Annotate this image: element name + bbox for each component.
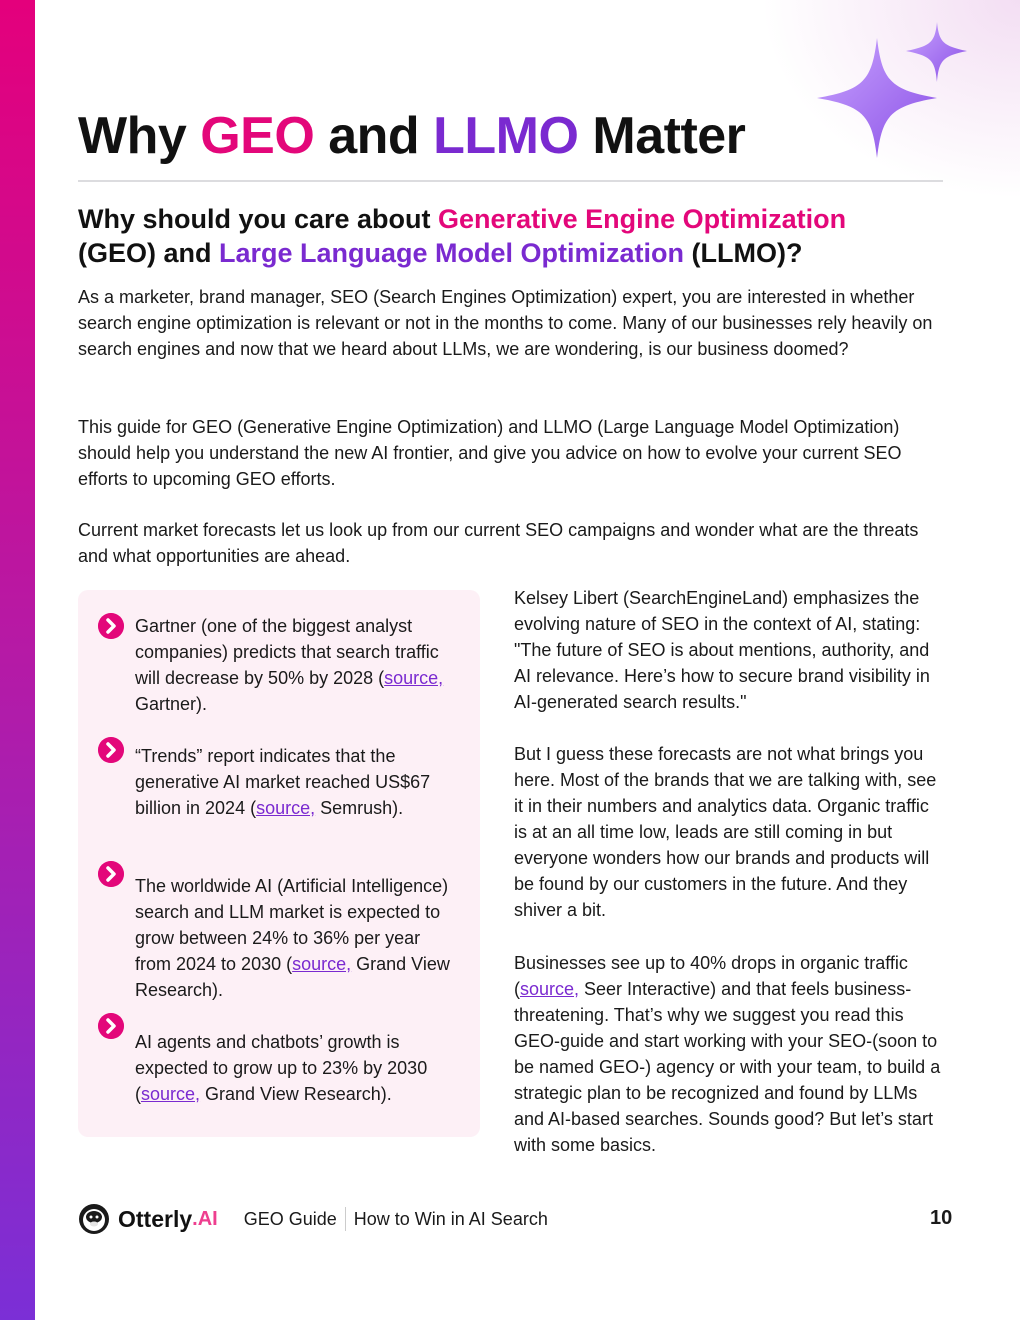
source-link[interactable]: source, xyxy=(141,1084,201,1104)
right-paragraph: Businesses see up to 40% drops in organic traffic (source, Seer Interactive) and that feels business-threatening. That’s why we suggest you read this GEO-guide and start working with your SEO-(soon to be named GEO-) agency or with your team, to build a strategic plan to be recognized and found by LLMs and AI-based searches. Sounds good? But let’s start with some basics. xyxy=(514,953,941,1155)
list-item: The worldwide AI (Artificial Intelligence) search and LLM market is expected to grow between 24% to 36% per year from 2024 to 2030 (source, Grand View Research). xyxy=(98,861,458,1003)
page-title: Why GEO and LLMO Matter xyxy=(78,107,746,165)
list-item: “Trends” report indicates that the generative AI market reached US$67 billion in 2024 (source, Semrush). xyxy=(98,737,458,821)
chevron-right-icon xyxy=(98,861,124,887)
source-link[interactable]: source, xyxy=(292,954,352,974)
sidebar-gradient-bar xyxy=(0,0,35,1320)
footer xyxy=(78,1202,548,1236)
chevron-right-icon xyxy=(98,737,124,763)
chevron-right-icon xyxy=(98,613,124,639)
section-heading: Why should you care about Generative Engine Optimization (GEO) and Large Language Model Optimization (LLMO)? xyxy=(78,204,847,268)
divider xyxy=(78,180,943,182)
right-paragraph: But I guess these forecasts are not what brings you here. Most of the brands that we are talking with, see it in their numbers and analytics data. Organic traffic is at an all time low, leads are still coming in but everyone wonders how our brands and products will be found by our customers in the future. And they shiver a bit. xyxy=(514,744,937,920)
source-link[interactable]: source, xyxy=(384,668,444,688)
source-link[interactable]: source, xyxy=(520,979,580,999)
brand-suffix: .AI xyxy=(192,1207,218,1230)
intro-paragraph: Current market forecasts let us look up from our current SEO campaigns and wonder what are the threats and what opportunities are ahead. xyxy=(78,520,919,566)
intro-paragraph: As a marketer, brand manager, SEO (Search Engines Optimization) expert, you are interested in whether search engine optimization is relevant or not in the months to come. Many of our businesses rely heavily on search engines and now that we heard about LLMs, we are wondering, is our business doomed? xyxy=(78,287,933,359)
footer-guide: GEO Guide xyxy=(243,1208,337,1229)
footer-separator xyxy=(345,1207,346,1231)
intro-paragraph: This guide for GEO (Generative Engine Optimization) and LLMO (Large Language Model Optimization) should help you understand the new AI frontier, and give you advice on how to evolve your current SEO efforts to upcoming GEO efforts. xyxy=(78,417,902,489)
page-number: 10 xyxy=(930,1207,953,1229)
sparkle-icon xyxy=(812,20,972,160)
list-item: AI agents and chatbots’ growth is expected to grow up to 23% by 2030 (source, Grand View Research). xyxy=(98,1013,458,1107)
footer-subtitle: How to Win in AI Search xyxy=(353,1208,548,1229)
source-link[interactable]: source, xyxy=(256,798,316,818)
chevron-right-icon xyxy=(98,1013,124,1039)
otter-logo-icon xyxy=(78,1203,110,1235)
list-item: Gartner (one of the biggest analyst companies) predicts that search traffic will decrease by 50% by 2028 (source, Gartner). xyxy=(98,613,458,717)
right-paragraph: Kelsey Libert (SearchEngineLand) emphasizes the evolving nature of SEO in the context of AI, stating: "The future of SEO is about mentions, authority, and AI relevance. Here’s how to secure brand visibility in AI-generated search results." xyxy=(514,588,930,712)
brand-name: Otterly xyxy=(118,1205,193,1232)
